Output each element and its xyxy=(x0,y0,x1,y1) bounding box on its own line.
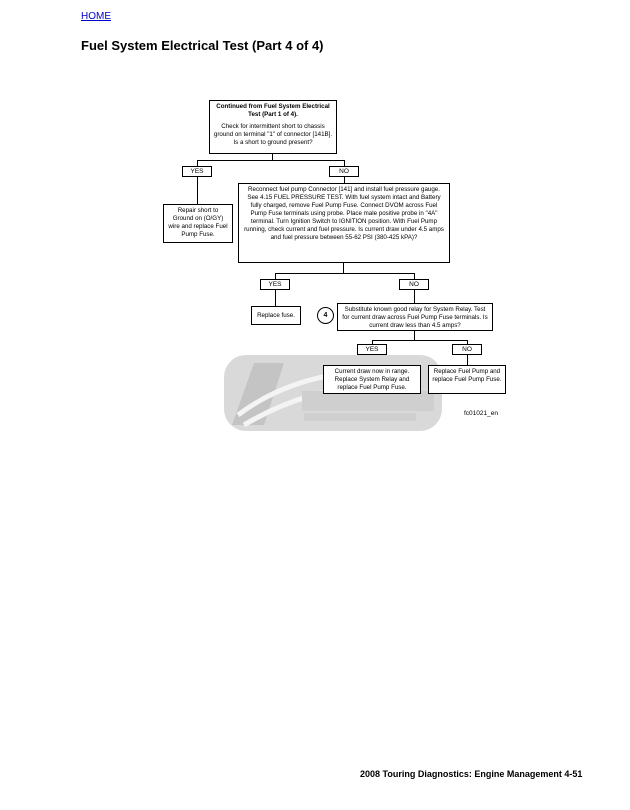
repair-short-box xyxy=(163,204,233,243)
connector-line xyxy=(414,331,415,340)
replace-pump-box xyxy=(428,365,506,394)
start-box xyxy=(209,100,337,154)
page-footer: 2008 Touring Diagnostics: Engine Management 4-51 xyxy=(360,769,583,779)
replace-fuse-box xyxy=(251,306,301,325)
step-number-badge: 4 xyxy=(317,307,334,324)
start-question: Check for intermittent short to chassis ground on terminal "1" of connector [141B]. Is a short to ground present? xyxy=(213,123,333,146)
no-label: NO xyxy=(399,279,429,290)
connector-line xyxy=(197,177,198,204)
current-in-range-box xyxy=(323,365,421,394)
page-title: Fuel System Electrical Test (Part 4 of 4) xyxy=(81,38,324,53)
yes-label: YES xyxy=(182,166,212,177)
no-label: NO xyxy=(452,344,482,355)
reconnect-pump-text: Reconnect fuel pump Connector [141] and install fuel pressure gauge. See 4.15 FUEL PRESSURE TEST. With fuel system intact and Battery fully charged, remove Fuel Pump Fuse. Connect DVOM across Fuel Pump Fuse terminals using probe. Place male positive probe in "4A" terminal. Turn Ignition Switch to IGNITION position. With Fuel Pump running, check current and fuel pressure. Is current draw under 4.5 amps and fuel pressure between 55-62 PSI (380-425 kPA)? xyxy=(244,186,444,241)
connector-line xyxy=(343,263,344,273)
substitute-relay-box xyxy=(337,303,493,331)
connector-line xyxy=(275,273,415,274)
figure-id: fc01021_en xyxy=(464,410,498,417)
connector-line xyxy=(467,355,468,365)
yes-label: YES xyxy=(357,344,387,355)
current-in-range-text: Current draw now in range. Replace System Relay and replace Fuel Pump Fuse. xyxy=(334,368,410,391)
reconnect-pump-box xyxy=(238,183,450,263)
connector-line xyxy=(372,340,468,341)
home-link[interactable]: HOME xyxy=(81,11,111,22)
start-heading: Continued from Fuel System Electrical Test (Part 1 of 4). xyxy=(216,103,330,118)
no-label: NO xyxy=(329,166,359,177)
replace-pump-text: Replace Fuel Pump and replace Fuel Pump Fuse. xyxy=(432,368,502,383)
substitute-relay-text: Substitute known good relay for System Relay. Test for current draw across Fuel Pump Fuse terminals. Is current draw less than 4.5 amps? xyxy=(342,306,488,329)
connector-line xyxy=(275,290,276,306)
connector-line xyxy=(197,160,344,161)
yes-label: YES xyxy=(260,279,290,290)
connector-line xyxy=(414,290,415,303)
repair-short-text: Repair short to Ground on (O/GY) wire and replace Fuel Pump Fuse. xyxy=(168,207,228,238)
replace-fuse-text: Replace fuse. xyxy=(257,312,295,319)
